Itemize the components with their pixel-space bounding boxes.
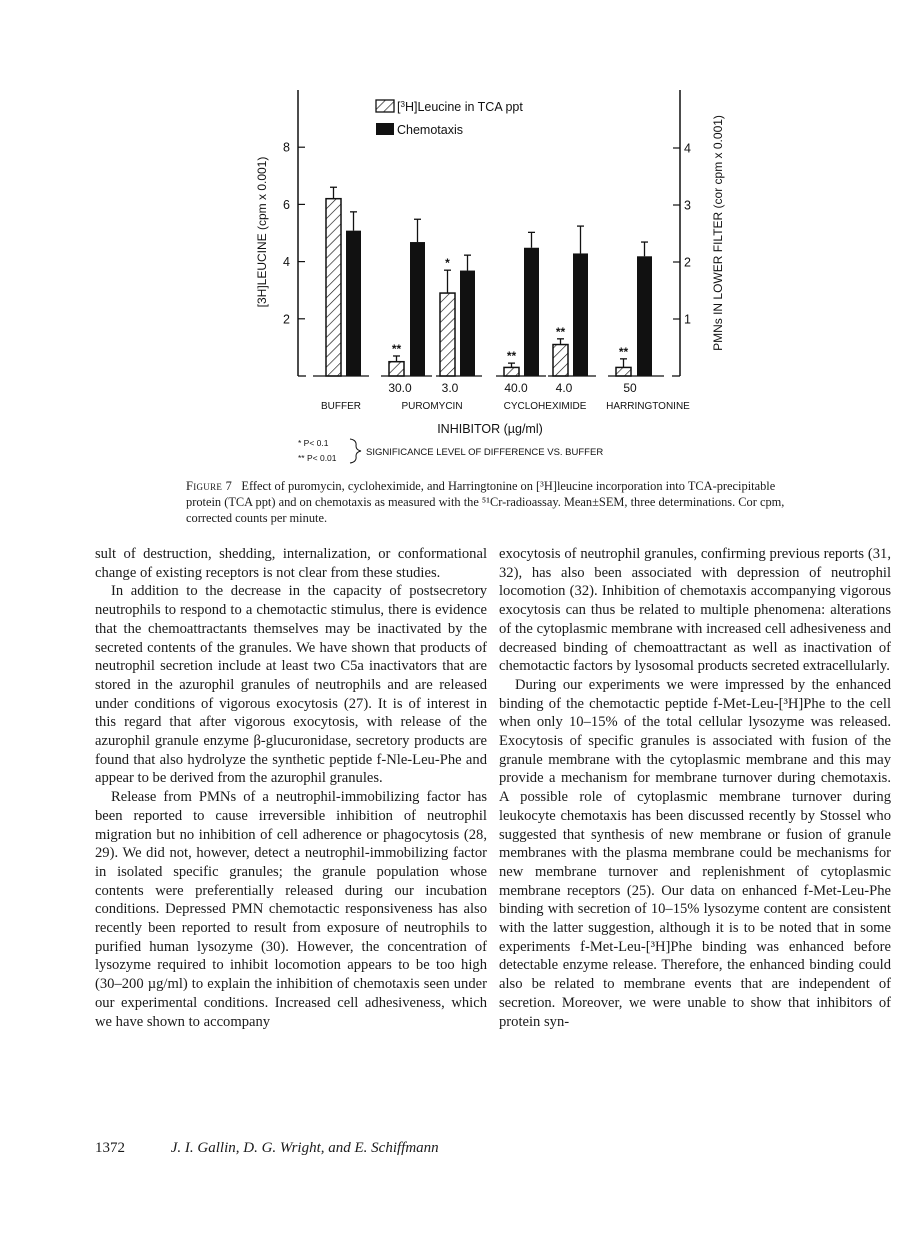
significance-marker: ** xyxy=(506,349,517,364)
legend-hatched-swatch xyxy=(376,100,394,112)
paragraph: During our experiments we were impressed by the enhanced binding of the chemotactic peptide f-Met-Leu-[³H]Phe to the cell when only 10–15% of the total cellular lysozyme was released. Exocytosis of specific granules is associated with fusion of the granule membrane with the cytoplasmic membrane and this may provide a mechanism for membrane turnover during chemotaxis. A possible role of cytoplasmic membrane turnover during leukocyte chemotaxis has been discussed recently by Stossel who suggested that synthesis of new membrane or fusion of granule membranes with the plasma membrane could be mechanisms for new membrane turnover and replenishment of cytoplasmic membrane receptors (25). Our data on enhanced f-Met-Leu-Phe binding with secretion of 10–15% lysozyme content are consistent with the latter suggestion, although it is to be noted that in some experiments f-Met-Leu-[³H]Phe binding was enhanced before detectable enzyme release. Therefore, the enhanced binding could also be related to membrane events that are independent of secretion. Moreover, we were unable to show that inhibitors of protein syn- xyxy=(499,676,891,1030)
left-axis-title: [3H]LEUCINE (cpm x 0.001) xyxy=(255,156,269,308)
left-tick-label: 8 xyxy=(283,140,290,155)
dose-label: 3.0 xyxy=(441,381,459,395)
figure-label: Figure 7 xyxy=(186,479,233,493)
right-tick-label: 1 xyxy=(684,312,691,327)
significance-marker: * xyxy=(445,256,450,271)
significance-legend xyxy=(298,438,603,463)
dose-label: 50 xyxy=(623,381,637,395)
dose-label: 40.0 xyxy=(504,381,528,395)
leucine-bar xyxy=(389,362,404,376)
right-axis-ticks xyxy=(673,142,691,327)
paragraph: Release from PMNs of a neutrophil-immobilizing factor has been reported to cause irreversible inhibition of neutrophil migration but no inhibition of cell adherence or phagocytosis (28, 29). We did not, however, detect a neutrophil-immobilizing factor in isolated specific granules; the granule population whose contents were preferentially released during our incubation conditions. Depressed PMN chemotactic responsiveness has also recently been reported to result from exposure of neutrophils to purified human lysozyme (30). However, the concentration of lysozyme required to inhibit locomotion appears to be too high (30–200 µg/ml) to explain the inhibition of chemotaxis seen under our experimental conditions. Increased cell adhesiveness, which we have shown to accompany xyxy=(95,789,487,1030)
significance-note: SIGNIFICANCE LEVEL OF DIFFERENCE VS. BUFFER xyxy=(366,447,604,458)
dose-label: 30.0 xyxy=(388,381,412,395)
right-tick-label: 4 xyxy=(684,141,691,156)
brace-icon xyxy=(350,439,361,463)
page-footer xyxy=(95,1140,439,1157)
group-label: PUROMYCIN xyxy=(401,401,463,412)
group-label: HARRINGTONINE xyxy=(606,401,690,412)
left-tick-label: 2 xyxy=(283,312,290,327)
significance-marker: ** xyxy=(555,324,566,339)
paragraph: sult of destruction, shedding, internalization, or conformational change of existing receptors is not clear from these studies. xyxy=(95,546,487,581)
chemotaxis-bar xyxy=(637,256,652,376)
x-axis-title: INHIBITOR (µg/ml) xyxy=(437,422,543,436)
one-star-note: * P< 0.1 xyxy=(298,438,329,448)
right-tick-label: 2 xyxy=(684,255,691,270)
paragraph: In addition to the decrease in the capacity of postsecretory neutrophils to respond to a chemotactic stimulus, there is evidence that the chemoattractants themselves may be inactivated by the secreted contents of the granules. We have shown that products of neutrophil secretion include at least two C5a inactivators that are stored in the azurophil granules of neutrophils and are released under conditions of vigorous exocytosis (27). It is of interest in this regard that after vigorous exocytosis, with release of the azurophil granule enzyme β-glucuronidase, secretory products are found that also hydrolyze the synthetic peptide f-Nle-Leu-Phe and appear to be derived from the azurophil granules. xyxy=(95,583,487,787)
leucine-bar xyxy=(326,199,341,376)
group-label: BUFFER xyxy=(321,401,361,412)
left-tick-label: 4 xyxy=(283,255,290,270)
caption-text: Effect of puromycin, cycloheximide, and Harringtonine on [³H]leucine incorporation into TCA-precipitable protein (TCA ppt) and on chemotaxis as measured with the ⁵¹Cr-radioassay. Mean±SEM, three determinations. Cor cpm, corrected counts per minute. xyxy=(186,479,785,525)
figure-7-chart xyxy=(0,0,898,470)
left-column xyxy=(95,545,487,1031)
legend-solid-label: Chemotaxis xyxy=(397,123,463,137)
legend-solid-swatch xyxy=(376,123,394,135)
left-axis-ticks xyxy=(283,141,305,327)
legend-hatched-label: [$^3$H]Leucine in TCA ppt xyxy=(397,100,523,114)
group-label: CYCLOHEXIMIDE xyxy=(503,401,587,412)
leucine-bar xyxy=(616,367,631,376)
chemotaxis-bar xyxy=(573,253,588,376)
chemotaxis-bar xyxy=(346,231,361,376)
two-star-note: ** P< 0.01 xyxy=(298,453,337,463)
chemotaxis-bar xyxy=(410,242,425,376)
significance-marker: ** xyxy=(618,344,629,359)
right-axis-title: PMNs IN LOWER FILTER (cor cpm x 0.001) xyxy=(711,115,725,351)
significance-marker: ** xyxy=(391,341,402,356)
chemotaxis-bar xyxy=(460,271,475,376)
bar-series xyxy=(326,187,652,376)
leucine-bar xyxy=(553,345,568,376)
dose-label: 4.0 xyxy=(555,381,573,395)
page-number: 1372 xyxy=(95,1140,125,1156)
leucine-bar xyxy=(440,293,455,376)
right-column xyxy=(499,545,891,1031)
legend xyxy=(376,100,523,137)
running-authors: J. I. Gallin, D. G. Wright, and E. Schiffmann xyxy=(170,1140,439,1156)
left-tick-label: 6 xyxy=(283,197,290,212)
chemotaxis-bar xyxy=(524,248,539,376)
x-axis-labels xyxy=(321,381,690,412)
leucine-bar xyxy=(504,367,519,376)
paragraph: exocytosis of neutrophil granules, confirming previous reports (31, 32), has also been associated with depression of neutrophil locomotion (32). Inhibition of chemotaxis accompanying vigorous exocytosis can thus be related to multiple phenomena: alterations of the cytoplasmic membrane with increased cell adhesiveness and decreased binding of chemoattractant as well as inactivation of chemotactic factors by lysosomal products secreted extracellularly. xyxy=(499,546,891,675)
figure-caption xyxy=(186,478,796,526)
right-tick-label: 3 xyxy=(684,198,691,213)
